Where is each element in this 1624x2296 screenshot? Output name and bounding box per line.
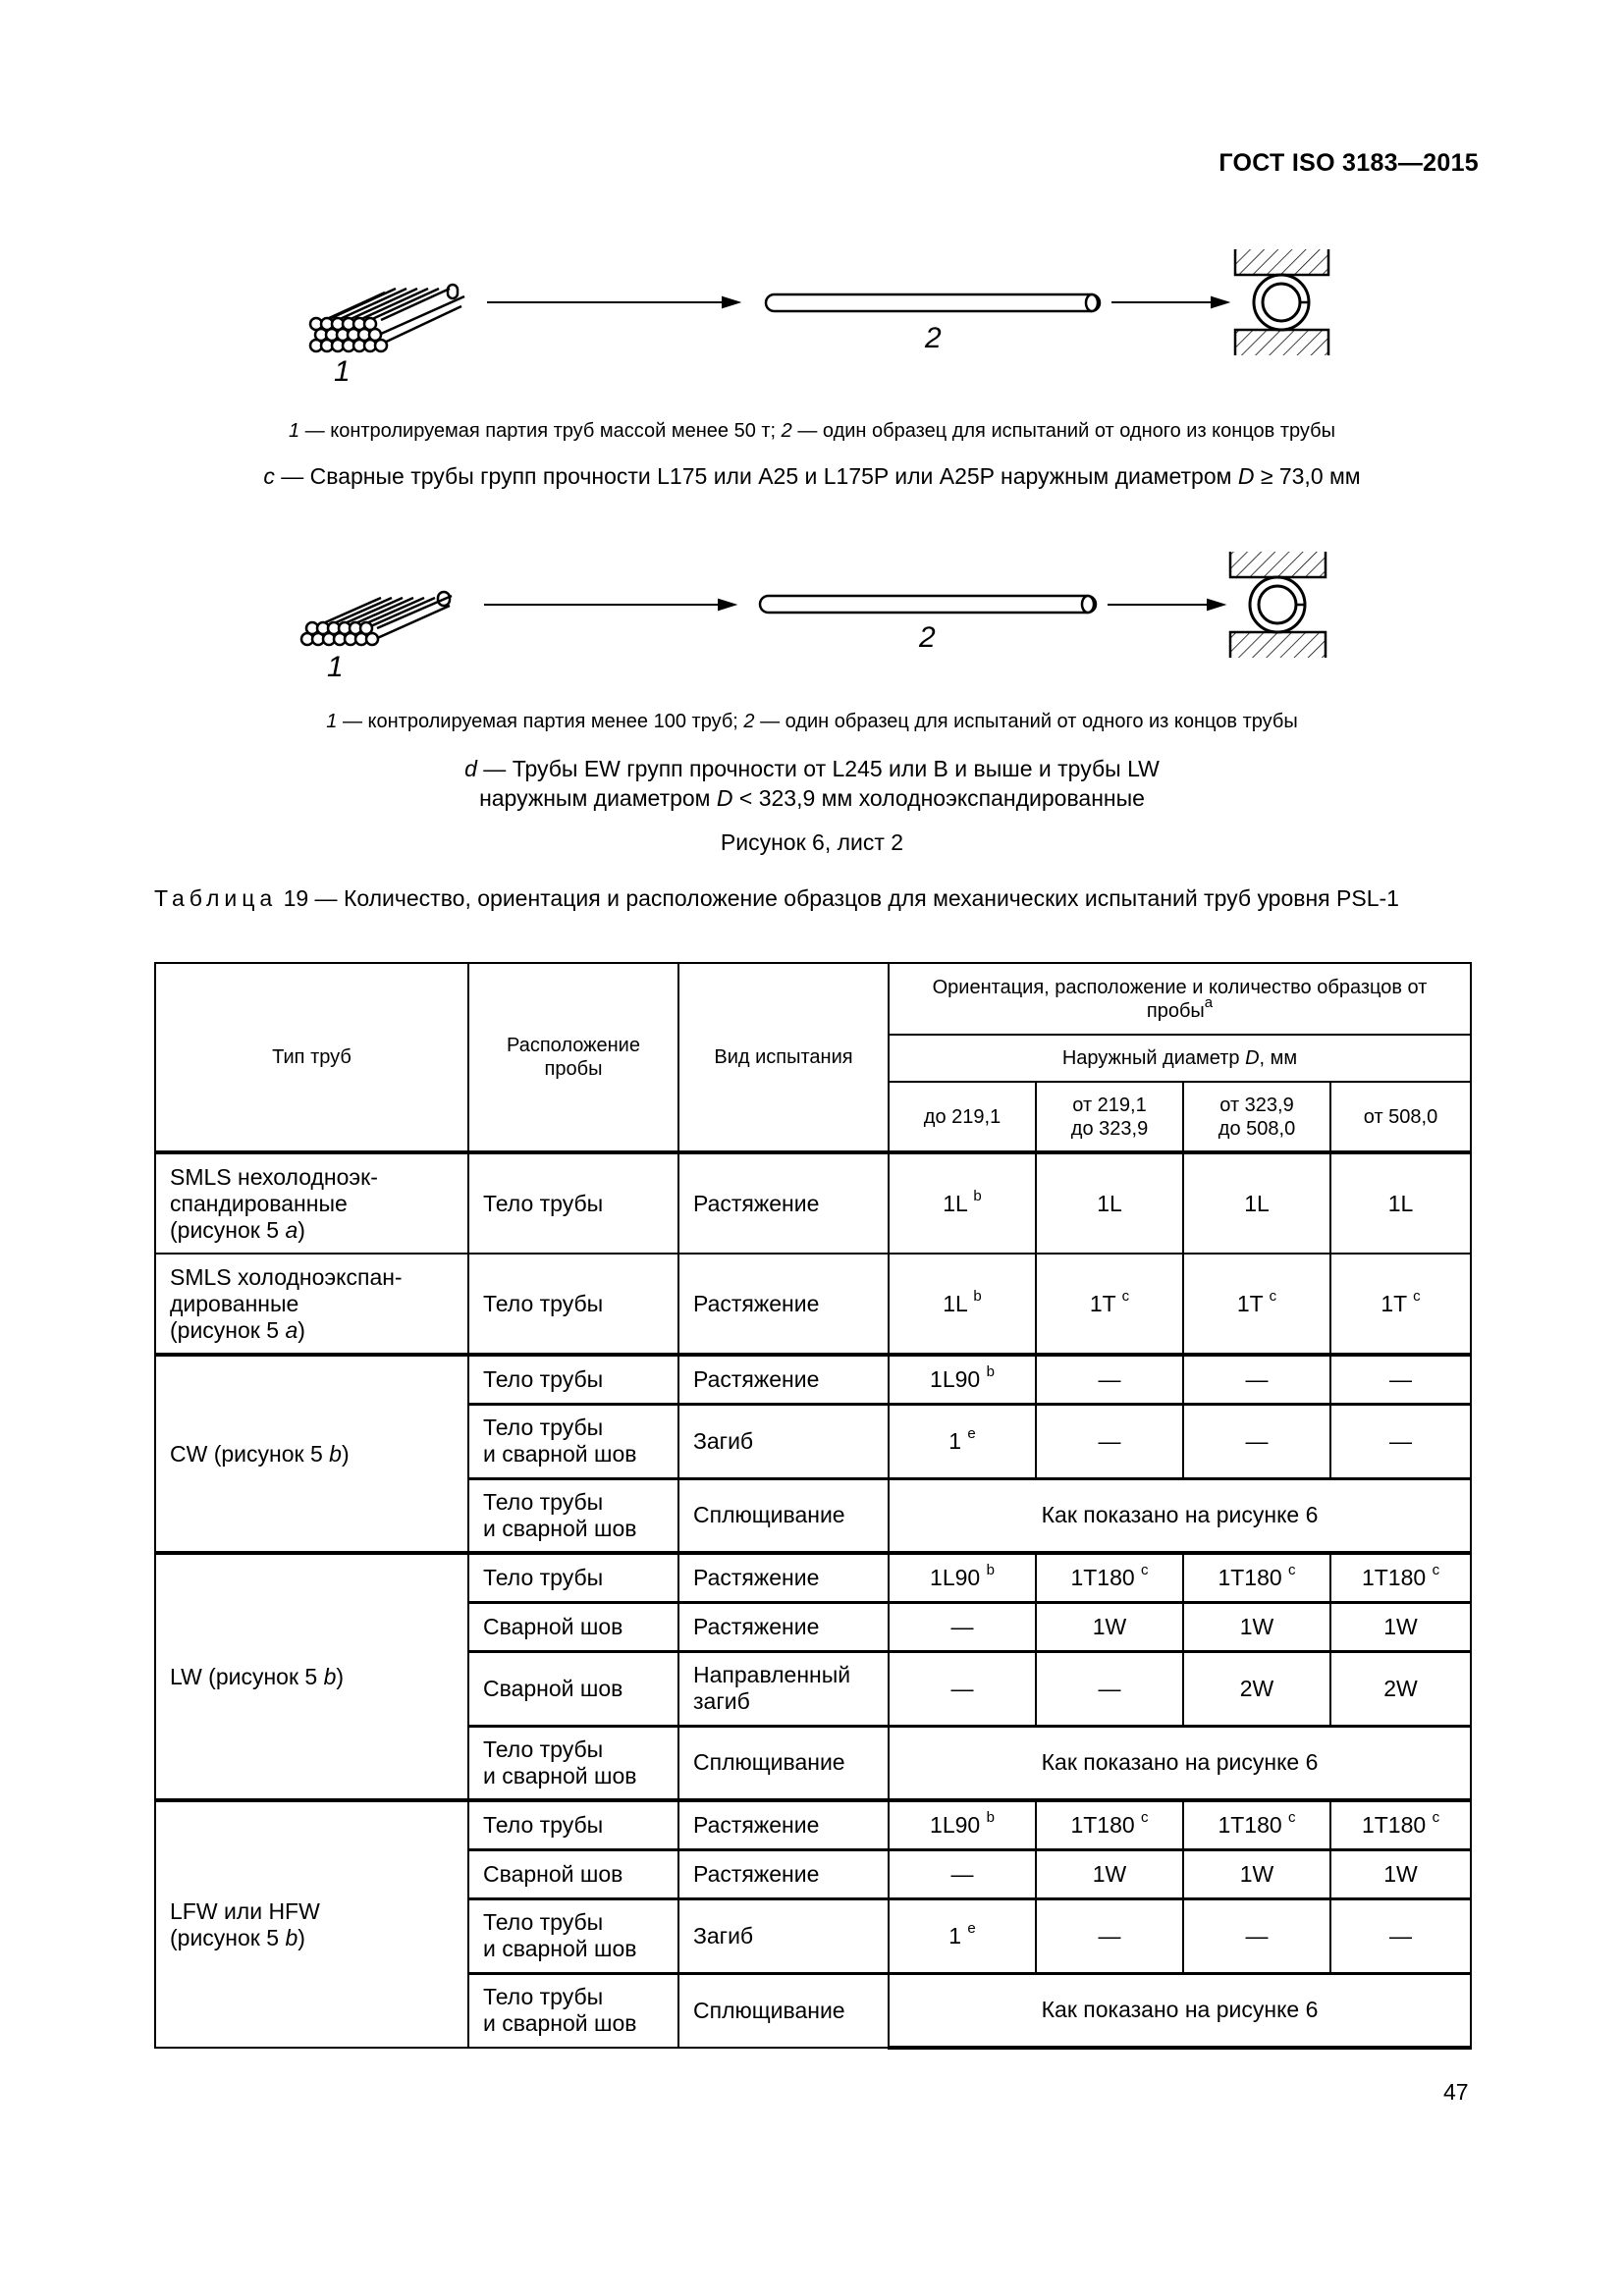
value-cell: 1T180 $^c$ [1036, 1553, 1183, 1602]
test-cell: Сплющивание [678, 1478, 889, 1553]
header-sample-location: Расположение пробы [468, 963, 678, 1152]
value-cell: 1T $^c$ [1330, 1254, 1471, 1355]
figure-c-legend: 1 — контролируемая партия труб массой менее 50 т; 2 — один образец для испытаний от одного из концов трубы [289, 420, 1335, 442]
test-cell: Направленный загиб [678, 1651, 889, 1726]
pipe-type-cell: SMLS нехолодноэк- спандированные (рисунок 5 a) [155, 1152, 468, 1254]
flattening-test-icon [1235, 249, 1328, 355]
value-cell: 1 $^e$ [889, 1404, 1036, 1478]
value-cell: 1T180 $^c$ [1330, 1800, 1471, 1849]
table-header-row [155, 963, 1471, 1035]
location-cell: Тело трубы [468, 1553, 678, 1602]
header-d2: от 219,1 до 323,9 [1036, 1082, 1183, 1152]
flattening-test-icon [1230, 552, 1326, 658]
figure-title: Рисунок 6, лист 2 [720, 829, 904, 855]
pipe-type-cell: LW (рисунок 5 b) [155, 1553, 468, 1800]
value-cell: 1L90 $^b$ [889, 1800, 1036, 1849]
figure-c-label-2: 2 [925, 322, 942, 354]
test-specimen-pipe-icon [766, 294, 1100, 311]
value-cell: 1W [1036, 1849, 1183, 1898]
location-cell: Тело трубы и сварной шов [468, 1726, 678, 1800]
header-d4: от 508,0 [1330, 1082, 1471, 1152]
location-cell: Тело трубы [468, 1355, 678, 1404]
value-cell: 1L [1183, 1152, 1330, 1254]
test-cell: Растяжение [678, 1254, 889, 1355]
location-cell: Тело трубы [468, 1254, 678, 1355]
value-cell: — [1183, 1898, 1330, 1973]
value-cell: 1W [1330, 1849, 1471, 1898]
pipe-bundle-icon [301, 592, 452, 645]
test-cell: Растяжение [678, 1800, 889, 1849]
value-cell: 1L [1036, 1152, 1183, 1254]
header-test-type: Вид испытания [678, 963, 889, 1152]
value-cell: 2W [1183, 1651, 1330, 1726]
pipe-bundle-icon [310, 285, 464, 351]
merged-value-cell: Как показано на рисунке 6 [889, 1478, 1471, 1553]
figure-d-label-2: 2 [919, 621, 936, 654]
arrow-icon [484, 600, 734, 610]
pipe-type-cell: LFW или HFW (рисунок 5 b) [155, 1800, 468, 2048]
test-cell: Растяжение [678, 1553, 889, 1602]
test-cell: Растяжение [678, 1602, 889, 1651]
value-cell: — [1036, 1404, 1183, 1478]
value-cell: 1T180 $^c$ [1183, 1553, 1330, 1602]
specimen-table [154, 962, 1472, 2050]
figure-c-caption: c — Сварные трубы групп прочности L175 или A25 и L175P или A25P наружным диаметром D ≥ 73,0 мм [263, 463, 1361, 489]
value-cell: — [1183, 1355, 1330, 1404]
value-cell: 1W [1036, 1602, 1183, 1651]
test-cell: Растяжение [678, 1355, 889, 1404]
value-cell: 1T180 $^c$ [1183, 1800, 1330, 1849]
merged-value-cell: Как показано на рисунке 6 [889, 1973, 1471, 2048]
figure-c-diagram [0, 236, 1624, 402]
test-cell: Загиб [678, 1898, 889, 1973]
value-cell: — [1330, 1898, 1471, 1973]
value-cell: 1L90 $^b$ [889, 1355, 1036, 1404]
value-cell: — [1036, 1898, 1183, 1973]
arrow-icon [1108, 600, 1223, 610]
location-cell: Тело трубы [468, 1152, 678, 1254]
value-cell: 2W [1330, 1651, 1471, 1726]
table-title: Таблица 19 — Количество, ориентация и расположение образцов для механических испытаний труб уровня PSL-1 [154, 885, 1399, 911]
value-cell: — [1330, 1404, 1471, 1478]
value-cell: 1L [1330, 1152, 1471, 1254]
value-cell: — [1036, 1651, 1183, 1726]
value-cell: 1T $^c$ [1036, 1254, 1183, 1355]
figure-d-diagram [0, 535, 1624, 702]
location-cell: Тело трубы [468, 1800, 678, 1849]
location-cell: Тело трубы и сварной шов [468, 1478, 678, 1553]
value-cell: 1L $^b$ [889, 1152, 1036, 1254]
figure-d-label-1: 1 [327, 651, 344, 683]
test-specimen-pipe-icon [760, 596, 1096, 613]
value-cell: 1W [1330, 1602, 1471, 1651]
header-d3: от 323,9 до 508,0 [1183, 1082, 1330, 1152]
header-d1: до 219,1 [889, 1082, 1036, 1152]
figure-d-caption: d — Трубы EW групп прочности от L245 или B и выше и трубы LW наружным диаметром D < 323,9 мм холодноэкспандированные [464, 756, 1160, 811]
test-cell: Сплющивание [678, 1973, 889, 2048]
value-cell: 1 $^e$ [889, 1898, 1036, 1973]
value-cell: — [889, 1849, 1036, 1898]
value-cell: — [889, 1651, 1036, 1726]
merged-value-cell: Как показано на рисунке 6 [889, 1726, 1471, 1800]
test-cell: Растяжение [678, 1849, 889, 1898]
value-cell: — [1036, 1355, 1183, 1404]
value-cell: — [1183, 1404, 1330, 1478]
location-cell: Тело трубы и сварной шов [468, 1404, 678, 1478]
figure-d-legend: 1 — контролируемая партия менее 100 труб; 2 — один образец для испытаний от одного из концов трубы [326, 711, 1298, 732]
arrow-icon [1111, 297, 1227, 307]
test-cell: Загиб [678, 1404, 889, 1478]
figure-c-label-1: 1 [334, 355, 351, 388]
header-pipe-type: Тип труб [155, 963, 468, 1152]
value-cell: 1T180 $^c$ [1036, 1800, 1183, 1849]
location-cell: Сварной шов [468, 1602, 678, 1651]
pipe-type-cell: CW (рисунок 5 b) [155, 1355, 468, 1553]
value-cell: 1W [1183, 1602, 1330, 1651]
value-cell: — [889, 1602, 1036, 1651]
value-cell: 1L90 $^b$ [889, 1553, 1036, 1602]
value-cell: 1T $^c$ [1183, 1254, 1330, 1355]
header-orientation-group: Ориентация, расположение и количество образцов от пробы$^a$ [889, 963, 1471, 1035]
value-cell: 1L $^b$ [889, 1254, 1036, 1355]
page-number: 47 [1443, 2079, 1469, 2105]
location-cell: Тело трубы и сварной шов [468, 1898, 678, 1973]
table-row [155, 1254, 1471, 1355]
location-cell: Сварной шов [468, 1849, 678, 1898]
document-header: ГОСТ ISO 3183—2015 [1218, 149, 1479, 177]
table-row [155, 1553, 1471, 1602]
table-row [155, 1800, 1471, 1849]
table-row [155, 1152, 1471, 1254]
table-row [155, 1355, 1471, 1404]
pipe-type-cell: SMLS холодноэкспан- дированные (рисунок 5 a) [155, 1254, 468, 1355]
header-diameter-group: Наружный диаметр D, мм [889, 1035, 1471, 1082]
location-cell: Тело трубы и сварной шов [468, 1973, 678, 2048]
test-cell: Сплющивание [678, 1726, 889, 1800]
value-cell: 1W [1183, 1849, 1330, 1898]
value-cell: — [1330, 1355, 1471, 1404]
location-cell: Сварной шов [468, 1651, 678, 1726]
test-cell: Растяжение [678, 1152, 889, 1254]
value-cell: 1T180 $^c$ [1330, 1553, 1471, 1602]
arrow-icon [487, 297, 738, 307]
